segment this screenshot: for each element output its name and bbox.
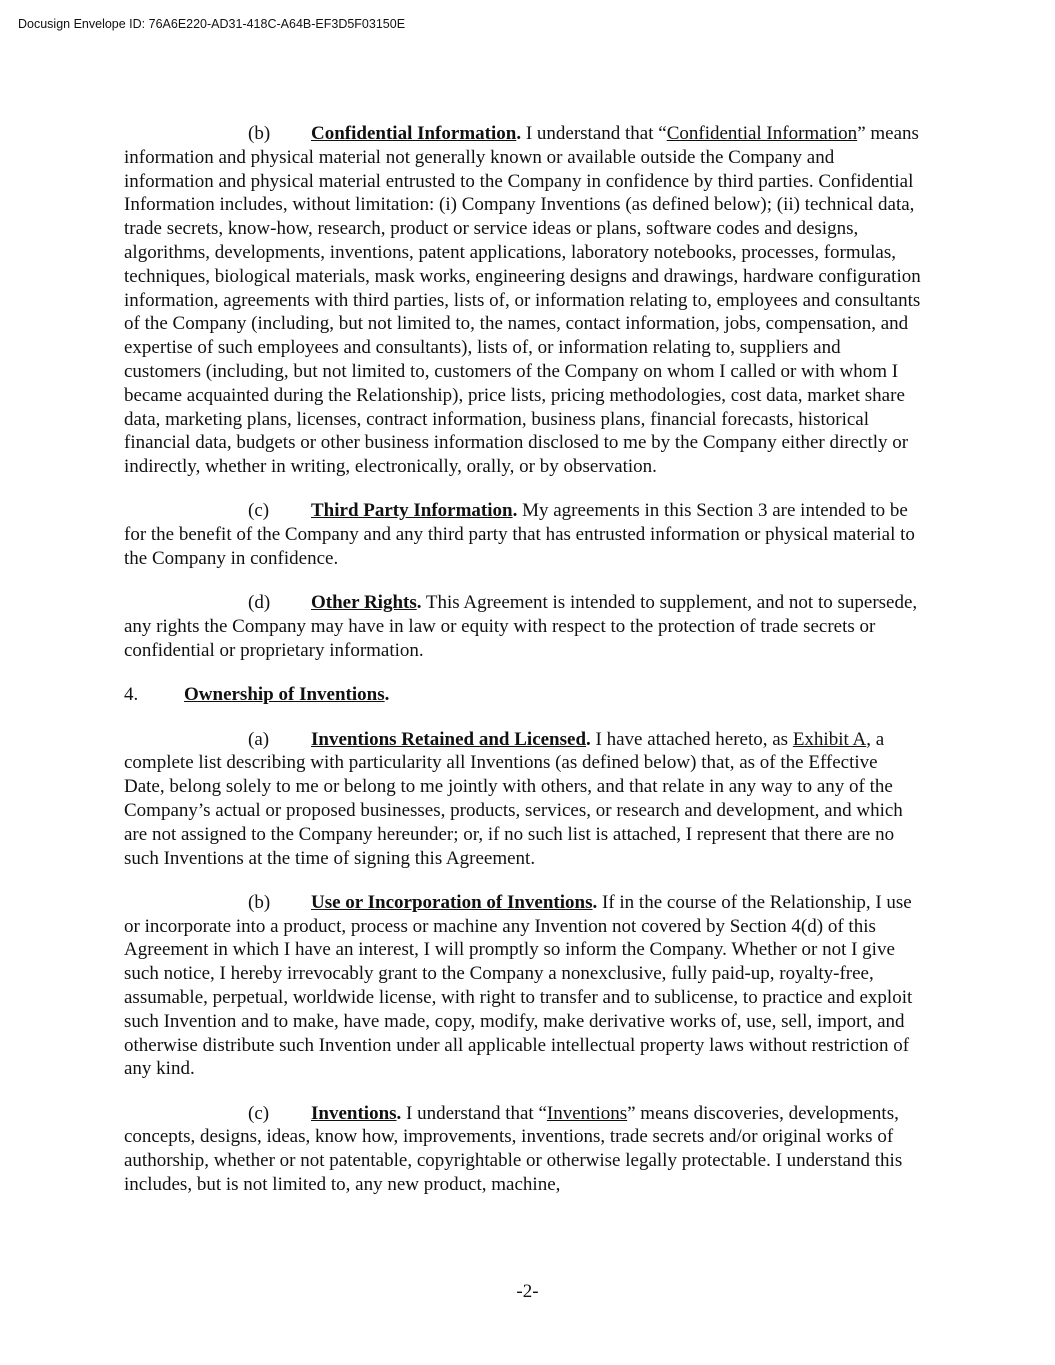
paragraph-number: (a) bbox=[248, 728, 270, 750]
heading-period: . bbox=[384, 684, 390, 706]
paragraph-text: ” means discoveries, developments, concepts, designs, ideas, know how, improvements, inventions, trade secrets and/or original works of authorship, whether or not patentable, copyrightable or otherwise legally protectable. I understand this includes, but is not limited to, any new product, machine, bbox=[124, 1102, 903, 1196]
heading-period: . bbox=[416, 592, 422, 614]
paragraph-number: (c) bbox=[248, 1102, 270, 1124]
paragraph-text: My agreements in this Section 3 are intended to be for the benefit of the Company and any third party that has entrusted information or physical material to the Company in confidence. bbox=[124, 500, 915, 570]
exhibit-reference: Exhibit A bbox=[792, 728, 867, 750]
paragraph-text: , a complete list describing with particularity all Inventions (as defined below) that, as of the Effective Date, belong solely to me or belong to me jointly with others, and that relate in any way to any of the Company’s actual or proposed businesses, products, services, or research and development, and which are not assigned to the Company hereunder; or, if no such list is attached, I represent that there are no such Inventions at the time of signing this Agreement. bbox=[124, 728, 903, 869]
paragraph-number: (c) bbox=[248, 500, 270, 522]
paragraph-number: (b) bbox=[248, 891, 271, 913]
paragraph-heading: Third Party Information bbox=[311, 500, 513, 522]
heading-period: . bbox=[512, 500, 518, 522]
defined-term: Inventions bbox=[546, 1102, 628, 1124]
paragraph-text: If in the course of the Relationship, I use or incorporate into a product, process or machine any Invention not covered by Section 4(d) of this Agreement in which I have an interest, I will promptly so inform the Company. Whether or not I give such notice, I hereby irrevocably grant to the Company a nonexclusive, fully paid-up, royalty-free, assumable, perpetual, worldwide license, with right to transfer and to sublicense, to practice and exploit such Invention and to make, have made, copy, modify, make derivative works of, use, sell, import, and otherwise distribute such Invention under all applicable intellectual property laws without restriction of any kind. bbox=[124, 891, 913, 1080]
paragraph-text: I understand that “ bbox=[401, 1102, 547, 1124]
paragraph-heading: Use or Incorporation of Inventions bbox=[311, 891, 593, 913]
section-4-heading bbox=[124, 683, 922, 707]
paragraph-3d-other-rights bbox=[124, 591, 922, 662]
paragraph-4a-inventions-retained bbox=[124, 728, 922, 871]
paragraph-heading: Other Rights bbox=[311, 592, 417, 614]
paragraph-heading: Confidential Information bbox=[311, 123, 517, 144]
paragraph-text: I have attached hereto, as bbox=[590, 728, 793, 750]
defined-term: Confidential Information bbox=[666, 123, 858, 144]
paragraph-text: I understand that “ bbox=[521, 123, 667, 144]
section-number: 4. bbox=[124, 684, 139, 706]
paragraph-number: (d) bbox=[248, 592, 271, 614]
paragraph-text: ” means information and physical material not generally known or available outside the Company and information and physical material entrusted to the Company in confidence by third parties. Confidential Information includes, without limitation: (i) Company Inventions (as defined below); (ii) technical data, trade secrets, know-how, research, product or service ideas or plans, software codes and designs, algorithms, developments, inventions, patent applications, laboratory notebooks, processes, formulas, techniques, biological materials, mask works, engineering designs and drawings, hardware configuration information, agreements with third parties, lists of, or information relating to, employees and consultants of the Company (including, but not limited to, the names, contact information, jobs, compensation, and expertise of such employees and consultants), lists of, or information relating to, suppliers and customers (including, but not limited to, customers of the Company on whom I called or with whom I became acquainted during the Relationship), price lists, pricing methodologies, cost data, market share data, marketing plans, licenses, contract information, business plans, financial forecasts, historical financial data, budgets or other business information disclosed to me by the Company either directly or indirectly, whether in writing, electronically, orally, or by observation. bbox=[124, 123, 921, 478]
paragraph-text: This Agreement is intended to supplement, and not to supersede, any rights the Company may have in law or equity with respect to the protection of trade secrets or confidential or proprietary information. bbox=[124, 592, 918, 661]
heading-period: . bbox=[592, 891, 598, 913]
paragraph-heading: Inventions Retained and Licensed bbox=[311, 728, 587, 750]
docusign-envelope-id: Docusign Envelope ID: 76A6E220-AD31-418C-A64B-EF3D5F03150E bbox=[18, 17, 406, 31]
paragraph-3b-confidential-information bbox=[124, 122, 922, 479]
paragraph-3c-third-party-information bbox=[124, 499, 922, 570]
paragraph-4b-use-or-incorporation bbox=[124, 891, 922, 1081]
document-body bbox=[124, 122, 922, 1217]
heading-period: . bbox=[586, 728, 591, 750]
heading-period: . bbox=[516, 123, 522, 144]
heading-period: . bbox=[396, 1102, 402, 1124]
paragraph-heading: Inventions bbox=[311, 1102, 397, 1124]
paragraph-4c-inventions bbox=[124, 1102, 922, 1197]
paragraph-number: (b) bbox=[248, 123, 271, 144]
section-heading: Ownership of Inventions bbox=[184, 684, 385, 706]
page-number: -2- bbox=[516, 1281, 539, 1302]
